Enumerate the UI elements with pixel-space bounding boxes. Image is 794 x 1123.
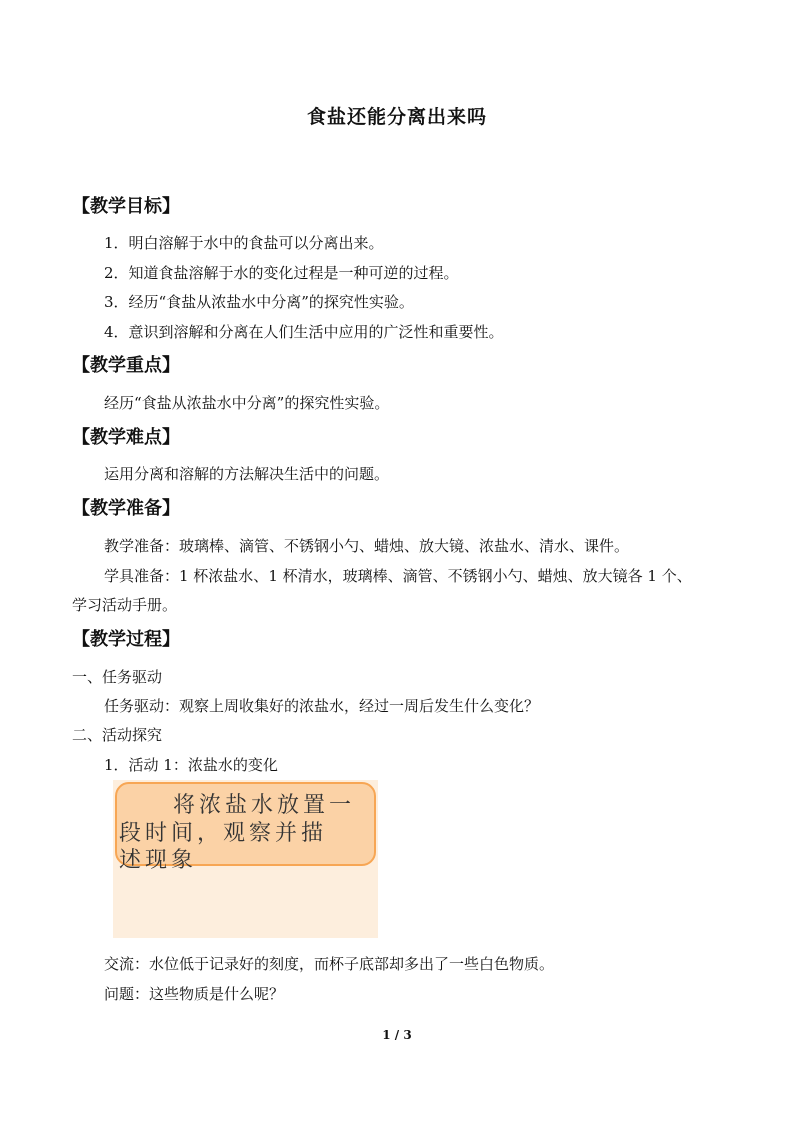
preparation-heading: 【教学准备】	[72, 498, 180, 519]
objectives-heading: 【教学目标】	[72, 196, 180, 217]
student-preparation-line2: 学习活动手册。	[72, 596, 178, 614]
objective-item-1: 1．明白溶解于水中的食盐可以分离出来。	[104, 234, 384, 252]
page-title: 食盐还能分离出来吗	[306, 106, 487, 128]
objective-item-3: 3．经历“食盐从浓盐水中分离”的探究性实验。	[104, 293, 414, 311]
card-line-2: 段时间，观察并描	[119, 821, 328, 846]
page-number: 1 / 3	[382, 1028, 412, 1042]
objective-item-2: 2．知道食盐溶解于水的变化过程是一种可逆的过程。	[104, 264, 459, 282]
part1-title: 一、任务驱动	[72, 668, 163, 686]
question-text: 问题：这些物质是什么呢？	[104, 985, 285, 1003]
student-preparation-line1: 学具准备：1 杯浓盐水、1 杯清水，玻璃棒、滴管、不锈钢小勺、蜡烛、放大镜各 1 个、	[104, 567, 692, 585]
key-points-heading: 【教学重点】	[72, 355, 180, 376]
key-points-text: 经历“食盐从浓盐水中分离”的探究性实验。	[104, 394, 390, 412]
activity-card	[113, 780, 378, 938]
difficulties-text: 运用分离和溶解的方法解决生活中的问题。	[104, 465, 390, 483]
card-line-3: 述现象	[119, 848, 198, 873]
activity1-title: 1．活动 1：浓盐水的变化	[104, 756, 278, 774]
process-heading: 【教学过程】	[72, 629, 180, 650]
objective-item-4: 4．意识到溶解和分离在人们生活中应用的广泛性和重要性。	[104, 323, 504, 341]
part1-text: 任务驱动：观察上周收集好的浓盐水，经过一周后发生什么变化？	[104, 697, 540, 715]
teacher-preparation: 教学准备：玻璃棒、滴管、不锈钢小勺、蜡烛、放大镜、浓盐水、清水、课件。	[104, 537, 630, 555]
card-line-1: 将浓盐水放置一	[173, 793, 356, 818]
difficulties-heading: 【教学难点】	[72, 427, 180, 448]
part2-title: 二、活动探究	[72, 726, 163, 744]
exchange-text: 交流：水位低于记录好的刻度，而杯子底部却多出了一些白色物质。	[104, 955, 555, 973]
